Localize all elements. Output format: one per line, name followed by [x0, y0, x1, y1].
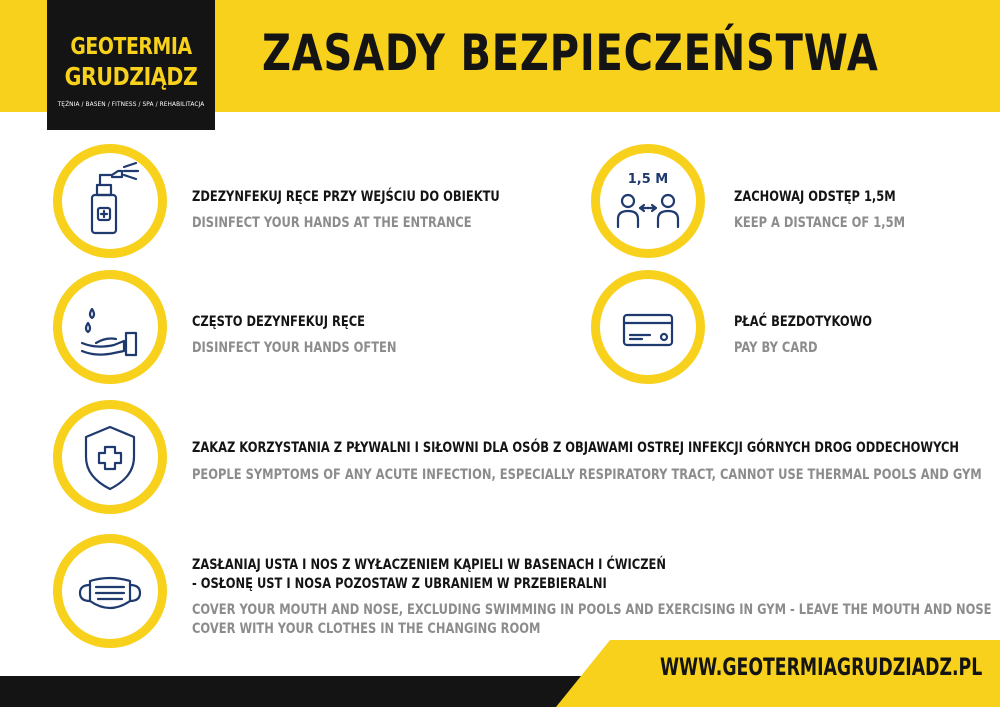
brand-tagline: TĘŻNIA / BASEN / FITNESS / SPA / REHABILITACJA: [57, 100, 205, 108]
rule-text-en-line2: COVER WITH YOUR CLOTHES IN THE CHANGING ROOM: [192, 621, 541, 637]
rule-text-pl-line2: - OSŁONĘ UST I NOSA POZOSTAW Z UBRANIEM W PRZEBIERALNI: [192, 576, 607, 592]
page-title: ZASADY BEZPIECZEŃSTWA: [262, 24, 879, 82]
payment-card-icon: [591, 270, 705, 384]
rule-text-pl: ZDEZYNFEKUJ RĘCE PRZY WEJŚCIU DO OBIEKTU: [192, 189, 500, 205]
rule-text-pl: PŁAĆ BEZDOTYKOWO: [734, 314, 873, 330]
face-mask-icon: [53, 534, 167, 648]
brand-name-line2: GRUDZIĄDZ: [64, 62, 198, 91]
rule-text-en: PAY BY CARD: [734, 340, 818, 356]
hand-drops-icon: [53, 270, 167, 384]
social-distance-icon: [591, 144, 705, 258]
distance-label: 1,5 M: [627, 172, 669, 187]
brand-name-line1: GEOTERMIA: [70, 34, 192, 60]
rule-text-en-line1: COVER YOUR MOUTH AND NOSE, EXCLUDING SWIMMING IN POOLS AND EXERCISING IN GYM - LEAVE THE MOUTH AND NOSE: [192, 602, 992, 618]
rule-text-en: DISINFECT YOUR HANDS AT THE ENTRANCE: [192, 215, 472, 231]
rule-text-en: PEOPLE SYMPTOMS OF ANY ACUTE INFECTION, ESPECIALLY RESPIRATORY TRACT, CANNOT USE THERMAL POOLS AND GYM: [192, 467, 982, 483]
rule-text-pl: CZĘSTO DEZYNFEKUJ RĘCE: [192, 314, 365, 330]
rule-text-en: DISINFECT YOUR HANDS OFTEN: [192, 340, 397, 356]
website-url: WWW.GEOTERMIAGRUDZIADZ.PL: [660, 653, 983, 681]
sanitizer-spray-icon: [53, 144, 167, 258]
rule-text-pl: ZACHOWAJ ODSTĘP 1,5M: [734, 189, 896, 205]
rule-text-en: KEEP A DISTANCE OF 1,5M: [734, 215, 905, 231]
medical-shield-icon: [53, 400, 167, 514]
brand-logo: [47, 0, 215, 130]
rule-text-pl-line1: ZASŁANIAJ USTA I NOS Z WYŁACZENIEM KĄPIELI W BASENACH I ĆWICZEŃ: [192, 557, 667, 573]
rule-text-pl: ZAKAZ KORZYSTANIA Z PŁYWALNI I SIŁOWNI DLA OSÓB Z OBJAWAMI OSTREJ INFEKCJI GÓRNYCH DROG ODDECHOWYCH: [192, 440, 960, 456]
